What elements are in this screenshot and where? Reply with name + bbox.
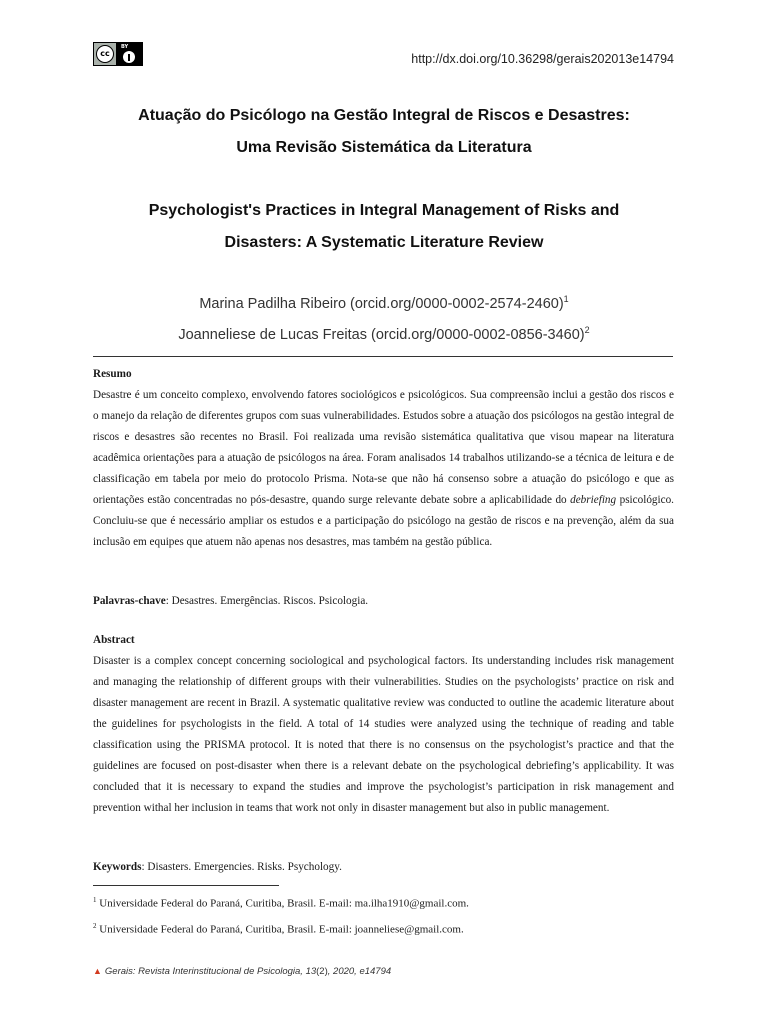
palavras-chave-section [93,591,674,612]
journal-footer [93,966,391,977]
abstract-section [93,630,674,819]
cc-icon: cc [96,45,114,63]
palavras-chave-text: : Desastres. Emergências. Riscos. Psicologia. [165,595,369,607]
footer-rest: , 2020, e14794 [327,966,392,977]
title-portuguese [70,100,698,164]
doi-link[interactable]: http://dx.doi.org/10.36298/gerais202013e14794 [411,52,674,66]
palavras-chave-label: Palavras-chave [93,595,166,607]
footnote-divider [93,885,279,886]
author-2 [70,317,698,348]
abstract-text: Disaster is a complex concept concerning sociological and psychological factors. Its understanding includes risk management and managing the relationship of different groups with their vulnerabilities. Studies on the psychologists’ practice on risk and disaster management are recent in Brazil. A systematic qualitative review was conducted to outline the academic literature about the guidelines for psychologists in the field. A total of 14 studies were analyzed using the technique of reading and table classification using the PRISMA protocol. It is noted that there is no consensus on the psychologist’s practice and that the guidelines are focused on post-disaster when there is a relevant debate on the psychological debriefing’s applicability. It was concluded that it is necessary to expand the studies and improve the psychologist’s participation in risk management and prevention withal her inclusion in teams that work not only in disaster management but also in public management. [93,655,674,814]
footnote-2-text: Universidade Federal do Paraná, Curitiba, Brasil. E-mail: joanneliese@gmail.com. [96,923,464,936]
resumo-italic-term: debriefing [570,494,617,506]
title-english [70,195,698,259]
resumo-text-part-1: Desastre é um conceito complexo, envolvendo fatores sociológicos e psicológicos. Sua compreensão inclui a gestão dos riscos e o manejo da relação de diferentes grupos com suas vulnerabilidades. Estudos sobre a atuação dos psicólogos na gestão integral de riscos e desastres são recentes no Brasil. Foi realizada uma revisão sistemática qualitativa que visou mapear na literatura acadêmica orientações para a atuação de psicólogos na área. Foram analisados 14 trabalhos utilizando-se a técnica de leitura e de classificação em tabela por meio do protocolo Prisma. Nota-se que não há consenso sobre a atuação do psicólogo e que as orientações estão concentradas no pós-desastre, quando surge relevante debate sobre a aplicabilidade do [93,389,674,506]
resumo-text [93,385,674,553]
abstract-heading: Abstract [93,634,135,646]
title-pt-line-1: Atuação do Psicólogo na Gestão Integral de Riscos e Desastres: [138,107,630,124]
author-1 [70,286,698,317]
footnote-1-text: Universidade Federal do Paraná, Curitiba, Brasil. E-mail: ma.ilha1910@gmail.com. [96,897,469,910]
footnote-2 [93,915,673,941]
footer-journal: Gerais: Revista Interinstitucional de Psicologia, 13 [104,966,317,977]
cc-by-license-badge[interactable] [93,42,143,66]
triangle-icon: ▲ [93,966,102,976]
footer-issue: (2) [316,966,328,977]
footnote-2-mark: 2 [93,921,97,930]
footnotes [93,889,673,940]
keywords-text: : Disasters. Emergencies. Risks. Psychology. [141,861,342,873]
author-2-name[interactable]: Joanneliese de Lucas Freitas (orcid.org/0000-0002-0856-3460) [178,326,585,343]
resumo-text-part-2: psicológico. Concluiu-se que é necessário ampliar os estudos e a participação do psicólogo na gestão de riscos e na prevenção, além da sua inclusão em equipes que atuem não apenas nos desastres, mas também na gestão pública. [93,494,674,548]
author-1-footnote-mark: 1 [563,294,569,304]
author-list [70,286,698,348]
footnote-1-mark: 1 [93,896,97,904]
title-en-line-2: Disasters: A Systematic Literature Review [224,234,544,251]
keywords-section [93,857,674,878]
footnote-1 [93,889,673,915]
title-en-line-1: Psychologist's Practices in Integral Management of Risks and [148,202,620,219]
header-divider [93,356,673,357]
author-1-name[interactable]: Marina Padilha Ribeiro (orcid.org/0000-0002-2574-2460) [199,295,564,312]
resumo-heading: Resumo [93,368,132,380]
author-2-footnote-mark: 2 [584,324,590,335]
title-pt-line-2: Uma Revisão Sistemática da Literatura [236,139,532,156]
resumo-section [93,364,674,553]
keywords-label: Keywords [93,861,142,873]
attribution-person-icon [123,51,135,63]
by-label: BY [121,44,129,50]
